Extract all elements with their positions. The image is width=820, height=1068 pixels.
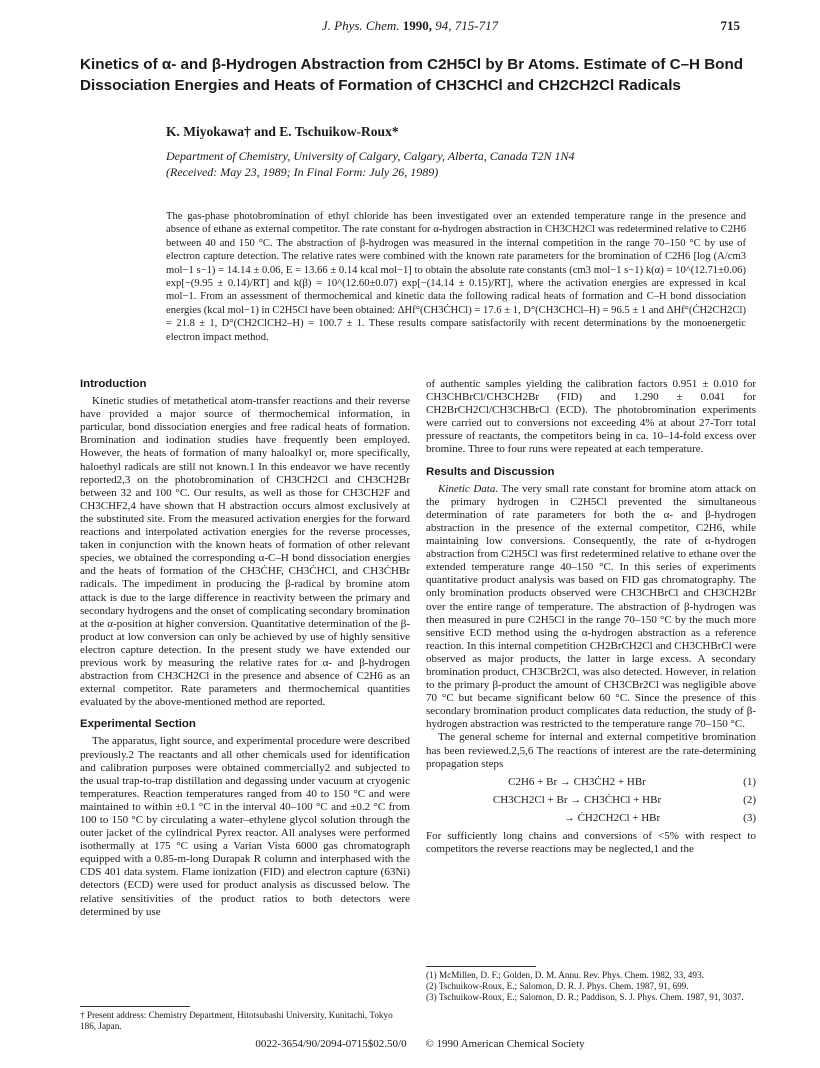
received-dates: (Received: May 23, 1989; In Final Form: July 26, 1989)	[166, 165, 439, 179]
page-number: 715	[720, 18, 740, 33]
results-text: The very small rate constant for bromine atom attack on the primary hydrogen in C2H5Cl prevented the simultaneous determination of rate parameters for both the α- and β-hydrogen abstraction in the presence of the external competitor, C2H6, while maintaining low conversions. Consequently, the rate of α-hydrogen abstraction from C2H5Cl was first redetermined relative to ethane over the extended temperature range 40–150 °C. In this series of experiments quantitative product analysis was based on FID gas chromatography. The only bromination products observed were CH3CHBrCl and CH3CH2Br over the entire range of temperature. The abstraction of β-hydrogen was then measured in pure C2H5Cl in the range 70–150 °C by the much more sensitive ECD method using the α-hydrogen abstraction as a reference reaction. In this internal competition CH2BrCH2Cl and CH3CHBrCl were observed as major products, the latter in large excess. A secondary bromination product, CH3CBr2Cl, was also detected. However, in relation to the primary β-product the amount of CH3CBr2Cl was negligible above 70 °C but became significant below 60 °C. Since the presence of this secondary bromination product complicates data reduction, the study of β-hydrogen abstraction was restricted to the temperature range 70–150 °C.	[426, 482, 756, 731]
journal-citation: J. Phys. Chem. 1990, 94, 715-717	[321, 18, 499, 33]
results-paragraph	[426, 483, 756, 732]
left-column	[80, 378, 410, 919]
reference-item: (3) Tschuikow-Roux, E.; Salomon, D. R.; Paddison, S. J. Phys. Chem. 1987, 91, 3037.	[426, 992, 744, 1002]
right-column	[426, 378, 756, 856]
section-heading-results: Results and Discussion	[426, 465, 555, 478]
equation-2: CH3CH2Cl + Br → CH3ĊHCl + HBr (2)	[492, 793, 756, 806]
section-heading-experimental: Experimental Section	[80, 718, 196, 731]
reference-item: (2) Tschuikow-Roux, E.; Salomon, D. R. J. Phys. Chem. 1987, 91, 699.	[426, 981, 689, 991]
article-code: 0022-3654/90/2094-0715$02.50/0	[255, 1038, 407, 1050]
abstract: The gas-phase photobromination of ethyl chloride has been investigated over an extended temperature range in the presence and absence of ethane as external competitor. The rate constant for α-hydrogen abstraction in CH3CH2Cl was redetermined relative to C2H6 between 40 and 150 °C. The abstraction of β-hydrogen was measured in the internal competition in the range 70–150 °C by use of electron capture detection. The relative rates were combined with the known rate parameters for the bromination of C2H6 [log (A/cm3 mol−1 s−1) = 14.14 ± 0.06, E = 13.66 ± 0.14 kcal mol−1] to obtain the absolute rate constants (cm3 mol−1 s−1) k(α) = 10^(12.71±0.06) exp[−(9.95 ± 0.14)/RT] and k(β) = 10^(12.60±0.07) exp[−(14.14 ± 0.15)/RT], where the activation energies are expressed in kcal mol−1. From an assessment of thermochemical and kinetic data the following radical heats of formation and C–H bond dissociation energies (kcal mol−1) in C2H5Cl have been obtained: ΔHf°(CH3ĊHCl) = 17.6 ± 1, D°(CH3CHCl–H) = 96.5 ± 1 and ΔHf°(ĊH2CH2Cl) = 21.8 ± 1, D°(CH2ClCH2–H) = 100.7 ± 1. These results compare satisfactorily with recent determinations by the monoenergetic electron impact method.	[166, 211, 747, 343]
after-equation-paragraph: For sufficiently long chains and conversions of <5% with respect to competitors the reverse reactions may be neglected,1 and the	[426, 830, 756, 856]
affiliation: Department of Chemistry, University of Calgary, Calgary, Alberta, Canada T2N 1N4	[166, 149, 575, 163]
kinetic-data-label: Kinetic Data.	[438, 482, 499, 495]
copyright: © 1990 American Chemical Society	[425, 1038, 585, 1050]
author-footnote: † Present address: Chemistry Department, Hitotsubashi University, Kunitachi, Tokyo 186, Japan.	[80, 1010, 393, 1031]
authors: K. Miyokawa† and E. Tschuikow-Roux*	[166, 124, 399, 139]
continued-paragraph: of authentic samples yielding the calibration factors 0.951 ± 0.010 for CH3CHBrCl/CH3CH2Br (FID) and 1.290 ± 0.041 for CH2BrCH2Cl/CH3CHBrCl (ECD). The photobromination experiments were carried out to conversions not exceeding 4% at about 27-Torr total pressure of reactants, the competitors being in ca. 10–14-fold excess over bromine. Three to four runs were repeated at each temperature.	[426, 378, 756, 456]
references-divider	[426, 966, 536, 967]
reference-item: (1) McMillen, D. F.; Golden, D. M. Annu. Rev. Phys. Chem. 1982, 33, 493.	[426, 970, 704, 980]
equation-1: C2H6 + Br → CH3ĊH2 + HBr (1)	[508, 775, 756, 788]
affiliation-block	[166, 148, 746, 180]
page-footer	[80, 1038, 760, 1050]
references-list	[426, 970, 756, 1003]
running-header	[80, 18, 740, 40]
experimental-paragraph: The apparatus, light source, and experimental procedure were described previously.2 The reactants and all other chemicals used for identification and calibration purposes were obtained commercially2 and subjected to the usual trap-to-trap distillation and degassing under vacuum at cryogenic temperatures. Reaction temperatures ranged from 40 to 150 °C and were maintained to within ±0.1 °C in the interval 40–100 °C and ±0.2 °C from 100 to 150 °C by circulating a water–ethylene glycol solution through the outer jacket of the cylindrical Pyrex reactor. All analyses were performed isothermally at 175 °C using a Varian Vista 6000 gas chromatograph equipped with a 0.85-m-long Durapak R column and interphased with the CDS 401 data system. Flame ionization (FID) and electron capture (63Ni) detectors (ECD) were used for product analysis as discussed below. The relative sensitivities of the product ratios to both detectors were determined by use	[80, 735, 410, 918]
footnote-divider	[80, 1006, 190, 1007]
scheme-paragraph: The general scheme for internal and external competitive bromination has been reviewed.2,5,6 The reactions of interest are the rate-determining propagation steps	[426, 731, 756, 770]
article-title: Kinetics of α- and β-Hydrogen Abstraction from C2H5Cl by Br Atoms. Estimate of C–H Bond Dissociation Energies and Heats of Formation of CH3CHCl and CH2CH2Cl Radicals	[80, 56, 744, 94]
equation-3: → ĊH2CH2Cl + HBr (3)	[563, 811, 756, 824]
introduction-paragraph: Kinetic studies of metathetical atom-transfer reactions and their reverse have provided a major source of thermochemical information, in particular, bond dissociation energies and free radical heats of formation. Bromination and iodination studies have frequently been employed. However, the heats of formation of many haloalkyl or, more specifically, haloethyl radicals are still not known.1 In this endeavor we have recently reported2,3 on the photobromination of CH3CH2Cl and CH3CH2Br between 32 and 100 °C. Our results, as well as those for CH3CH2F and CH3CHF2,4 have shown that H abstraction occurs almost exclusively at the substituted site. From the measured activation energies for the forward reactions and interpolated activation energies for the reverse processes, taken in conjunction with the known heats of formation of other relevant species, we obtained the corresponding α-C–H bond dissociation energies and the heats of formation of the CH3ĊHF, CH3ĊHCl, and CH3ĊHBr radicals. The impediment in producing the β-radical by bromine atom attack is due to the large difference in reactivity between the primary and secondary hydrogens and the onset of complicating secondary bromination at the α-position at higher conversion. Quantitative determination of the β-product at low conversion can only be achieved by use of highly sensitive electron capture detection. In the present study we have extended our previous work by measuring the relative rates for α- and β-hydrogen abstraction from CH3CH2Cl in the presence and absence of C2H6 as an external competitor. Rate parameters and thermochemical quantities evaluated by the above-mentioned method are reported.	[80, 395, 410, 709]
section-heading-introduction: Introduction	[80, 378, 147, 390]
